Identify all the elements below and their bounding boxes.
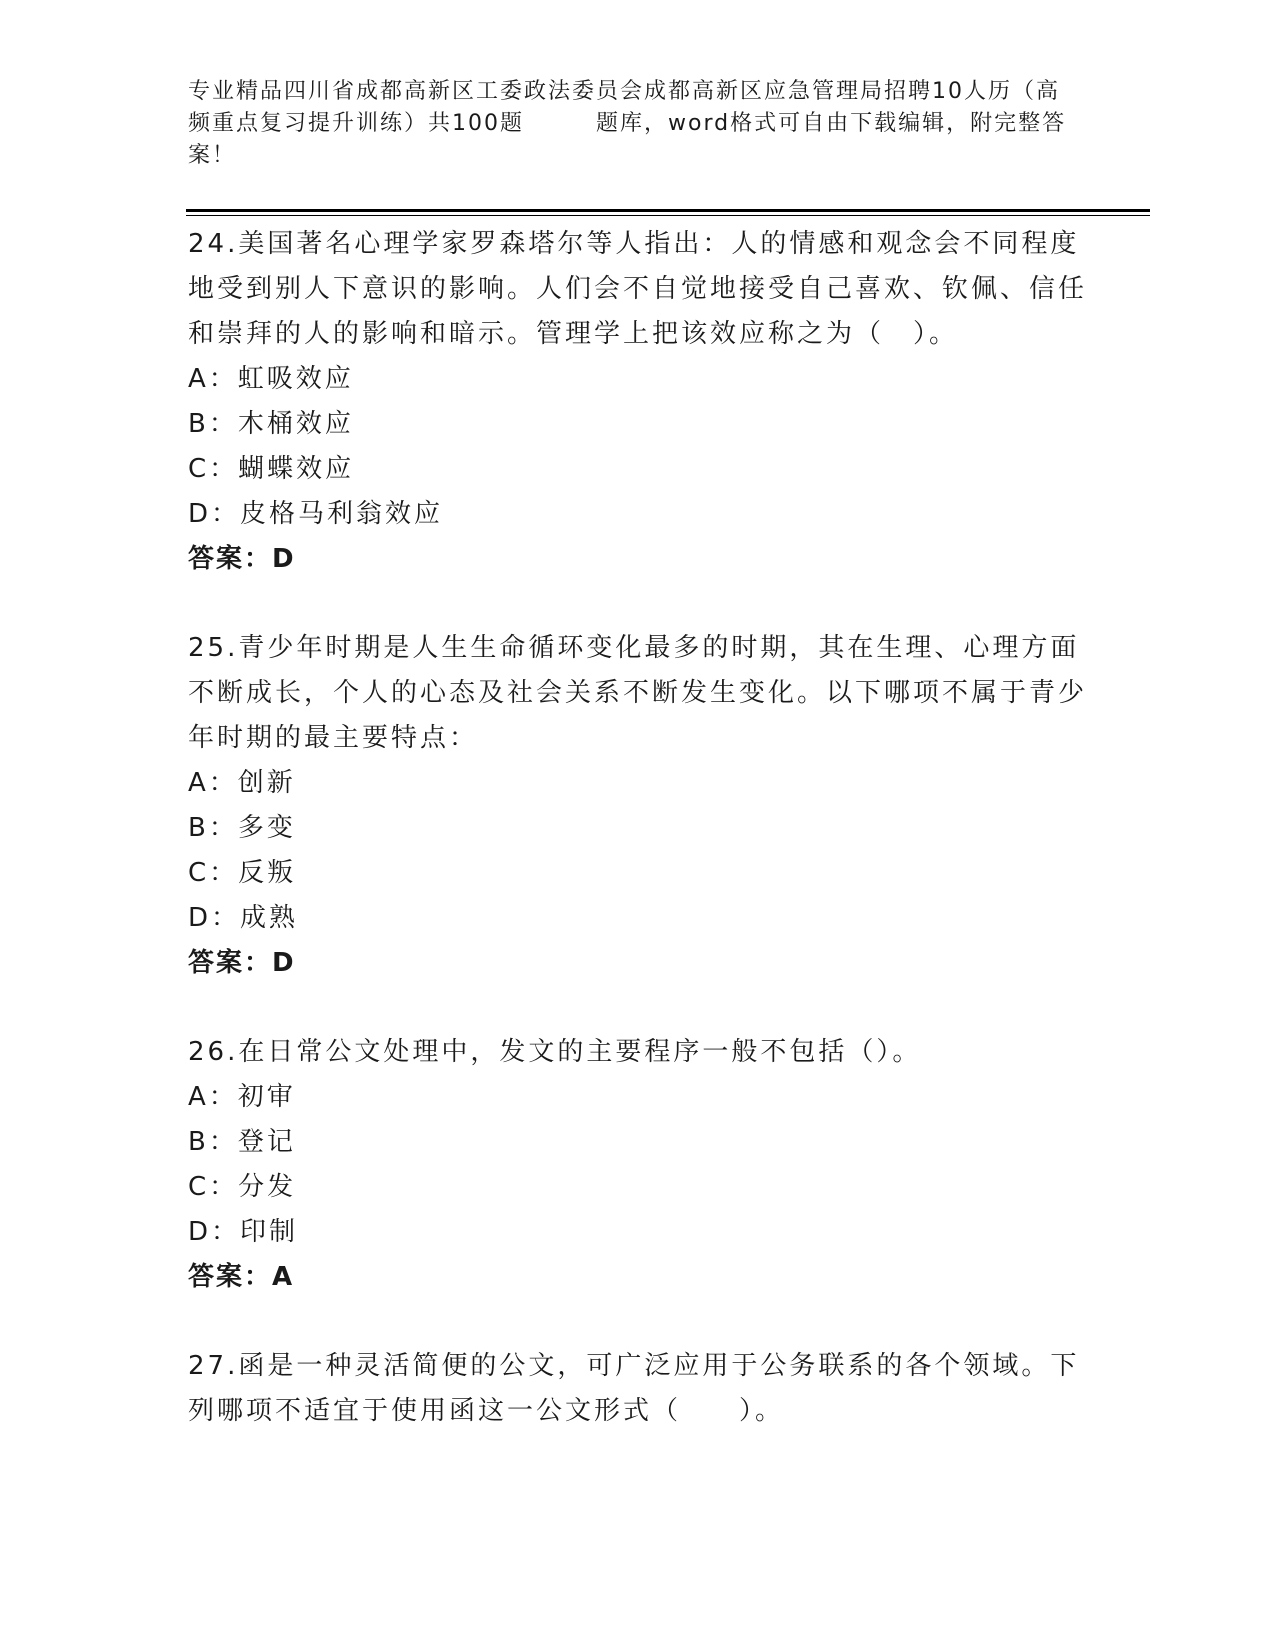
question-27 xyxy=(188,1344,1088,1434)
question-25 xyxy=(188,626,1088,986)
answer: 答案：A xyxy=(188,1262,295,1292)
question-24 xyxy=(188,222,1088,582)
question-26 xyxy=(188,1030,1088,1300)
question-stem: 27.函是一种灵活简便的公文，可广泛应用于公务联系的各个领域。下列哪项不适宜于使用函这一公文形式（ ）。 xyxy=(188,1351,1080,1426)
header-divider-thick xyxy=(186,209,1150,212)
option-d: D：皮格马利翁效应 xyxy=(188,499,444,529)
option-d: D：印制 xyxy=(188,1217,299,1247)
answer: 答案：D xyxy=(188,948,296,978)
header-divider-thin xyxy=(186,215,1150,216)
question-stem: 24.美国著名心理学家罗森塔尔等人指出：人的情感和观念会不同程度地受到别人下意识的影响。人们会不自觉地接受自己喜欢、钦佩、信任和崇拜的人的影响和暗示。管理学上把该效应称之为（ ）。 xyxy=(188,229,1088,349)
option-c: C：反叛 xyxy=(188,858,297,888)
option-a: A：虹吸效应 xyxy=(188,364,354,394)
question-list xyxy=(188,222,1088,1478)
option-c: C：蝴蝶效应 xyxy=(188,454,355,484)
option-b: B：多变 xyxy=(188,813,296,843)
option-d: D：成熟 xyxy=(188,903,299,933)
option-a: A：创新 xyxy=(188,768,296,798)
option-b: B：木桶效应 xyxy=(188,409,354,439)
answer: 答案：D xyxy=(188,544,296,574)
option-c: C：分发 xyxy=(188,1172,297,1202)
question-stem: 25.青少年时期是人生生命循环变化最多的时期，其在生理、心理方面不断成长，个人的心态及社会关系不断发生变化。以下哪项不属于青少年时期的最主要特点： xyxy=(188,633,1088,753)
option-a: A：初审 xyxy=(188,1082,296,1112)
question-stem: 26.在日常公文处理中，发文的主要程序一般不包括（）。 xyxy=(188,1037,922,1067)
document-header: 专业精品四川省成都高新区工委政法委员会成都高新区应急管理局招聘10人历（高频重点复习提升训练）共100题 题库，word格式可自由下载编辑，附完整答案！ xyxy=(188,79,1067,168)
option-b: B：登记 xyxy=(188,1127,296,1157)
